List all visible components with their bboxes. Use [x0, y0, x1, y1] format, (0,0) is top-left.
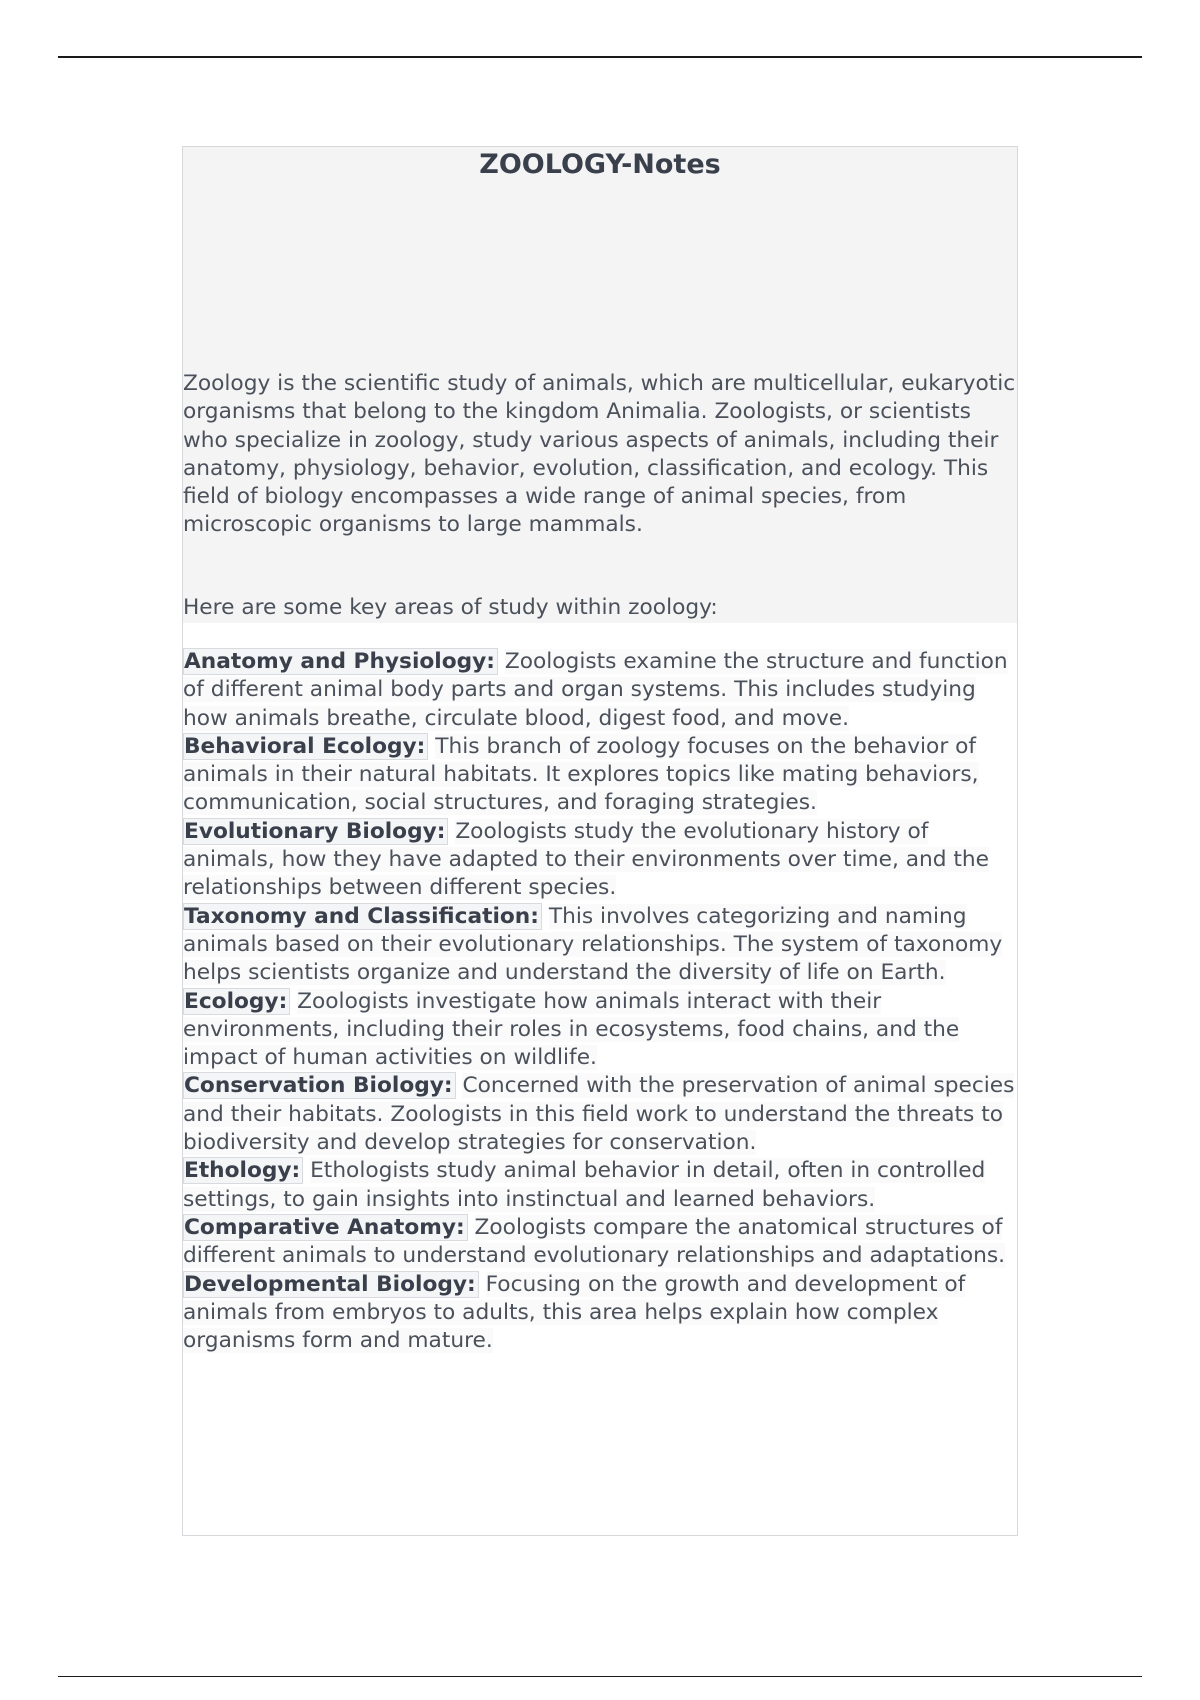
area-term: Conservation Biology: [183, 1072, 456, 1099]
areas-lead-paragraph: Here are some key areas of study within zoology: [183, 595, 718, 620]
area-term: Evolutionary Biology: [183, 818, 448, 845]
list-item [183, 1271, 1017, 1356]
list-item [183, 1157, 1017, 1214]
intro-paragraph: Zoology is the scientific study of animals, which are multicellular, eukaryotic organisms that belong to the kingdom Animalia. Zoologists, or scientists who specialize in zoology, study various aspects of animals, including their anatomy, physiology, behavior, evolution, classification, and ecology. This field of biology encompasses a wide range of animal species, from microscopic organisms to large mammals. [183, 371, 1016, 538]
list-item [183, 903, 1017, 988]
area-description: This involves categorizing and naming animals based on their evolutionary relationships. The system of taxonomy helps scientists organize and understand the diversity of life on Earth. [183, 903, 1003, 986]
area-term: Behavioral Ecology: [183, 733, 428, 760]
top-rule [58, 56, 1142, 58]
list-item [183, 733, 1017, 818]
area-description: Zoologists examine the structure and function of different animal body parts and organ systems. This includes studying how animals breathe, circulate blood, digest food, and move. [183, 649, 1008, 731]
area-description: Zoologists study the evolutionary history of animals, how they have adapted to their environments over time, and the relationships between different species. [183, 818, 990, 901]
page-title: ZOOLOGY-Notes [479, 149, 721, 180]
area-term: Ethology: [183, 1157, 303, 1184]
area-description: This branch of zoology focuses on the behavior of animals in their natural habitats. It explores topics like mating behaviors, communication, social structures, and foraging strategies. [183, 733, 979, 816]
list-item [183, 1072, 1017, 1157]
area-term: Comparative Anatomy: [183, 1214, 468, 1241]
area-description: Ethologists study animal behavior in detail, often in controlled settings, to gain insights into instinctual and learned behaviors. [183, 1158, 986, 1212]
area-description: Concerned with the preservation of animal species and their habitats. Zoologists in this field work to understand the threats to biodiversity and develop strategies for conservation. [183, 1073, 1015, 1156]
study-areas-list [183, 648, 1017, 1355]
list-item [183, 988, 1017, 1073]
area-description: Zoologists compare the anatomical structures of different animals to understand evolutionary relationships and adaptations. [183, 1214, 1006, 1269]
list-item [183, 648, 1017, 733]
list-item [183, 818, 1017, 903]
area-term: Anatomy and Physiology: [183, 648, 498, 675]
bottom-rule [58, 1676, 1142, 1677]
area-term: Developmental Biology: [183, 1271, 479, 1298]
notes-card [182, 146, 1018, 1536]
area-term: Ecology: [183, 988, 290, 1015]
area-description: Zoologists investigate how animals interact with their environments, including their roles in ecosystems, food chains, and the impact of human activities on wildlife. [183, 988, 960, 1071]
list-item [183, 1214, 1017, 1271]
area-description: Focusing on the growth and development of animals from embryos to adults, this area helps explain how complex organisms form and mature. [183, 1271, 966, 1354]
area-term: Taxonomy and Classification: [183, 903, 542, 930]
